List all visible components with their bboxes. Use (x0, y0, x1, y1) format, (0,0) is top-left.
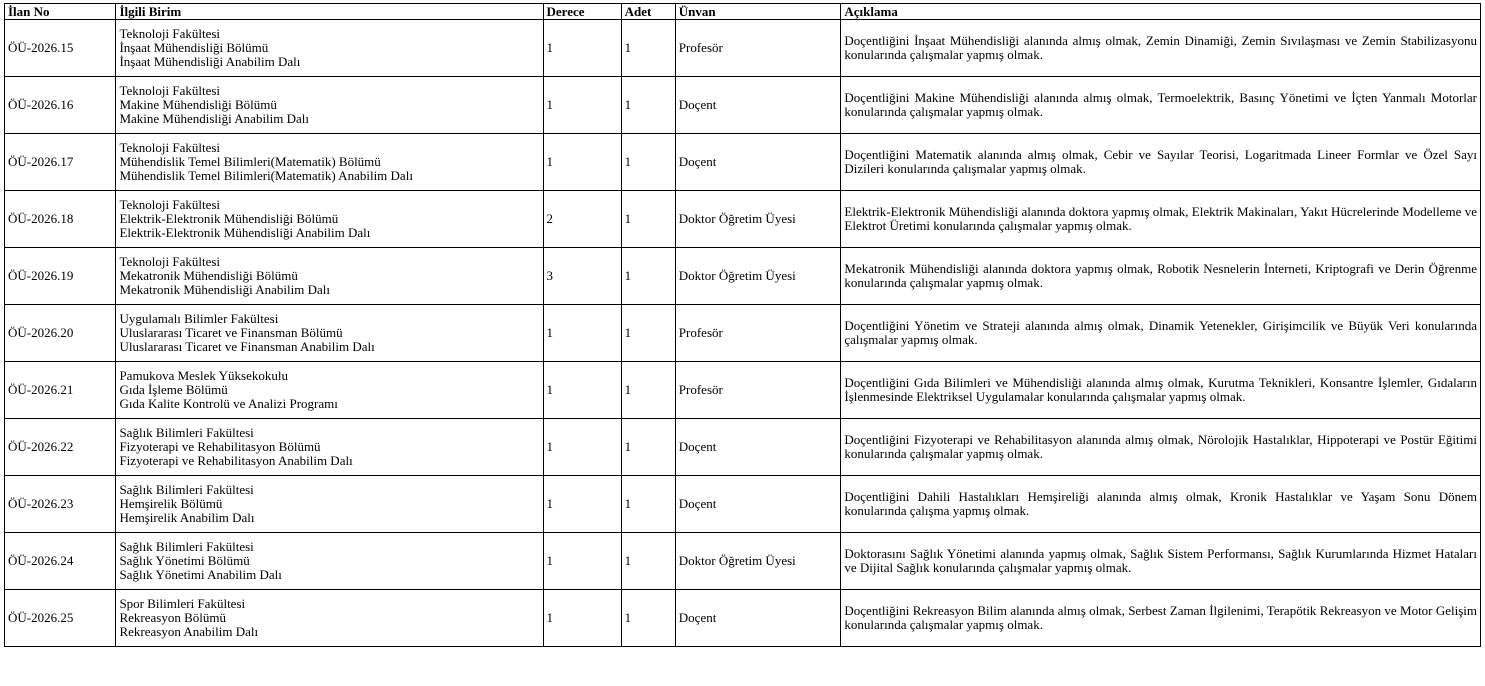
table-row (5, 533, 1481, 590)
ilgili-birim-cell (116, 305, 543, 362)
adet-cell: 1 (621, 20, 675, 77)
birim-line: Teknoloji Fakültesi (119, 26, 221, 41)
birim-line: Rekreasyon Anabilim Dalı (119, 624, 259, 639)
ilan-no-cell: ÖÜ-2026.24 (5, 533, 116, 590)
birim-line: Mühendislik Temel Bilimleri(Matematik) Anabilim Dalı (119, 168, 413, 183)
aciklama-cell: Mekatronik Mühendisliği alanında doktora yapmış olmak, Robotik Nesnelerin İnterneti, Kriptografi ve Derin Öğrenme konularında çalışmalar yapmış olmak. (841, 248, 1481, 305)
ilgili-birim-cell (116, 134, 543, 191)
ilan-no-cell: ÖÜ-2026.17 (5, 134, 116, 191)
table-row (5, 134, 1481, 191)
birim-line: Gıda İşleme Bölümü (119, 382, 228, 397)
birim-line: Fizyoterapi ve Rehabilitasyon Bölümü (119, 439, 321, 454)
announcement-table (4, 3, 1481, 647)
derece-cell: 1 (543, 476, 621, 533)
aciklama-cell: Doçentliğini Makine Mühendisliği alanında almış olmak, Termoelektrik, Basınç Yönetimi ve İçten Yanmalı Motorlar konularında çalışmalar yapmış olmak. (841, 77, 1481, 134)
header-row (5, 4, 1481, 20)
derece-cell: 1 (543, 20, 621, 77)
header-unvan: Ünvan (675, 4, 841, 20)
birim-line: Hemşirelik Bölümü (119, 496, 223, 511)
birim-line: Elektrik-Elektronik Mühendisliği Bölümü (119, 211, 339, 226)
table-row (5, 305, 1481, 362)
birim-line: Mühendislik Temel Bilimleri(Matematik) Bölümü (119, 154, 381, 169)
unvan-cell: Doktor Öğretim Üyesi (675, 191, 841, 248)
birim-line: İnşaat Mühendisliği Bölümü (119, 40, 269, 55)
birim-line: Fizyoterapi ve Rehabilitasyon Anabilim Dalı (119, 453, 353, 468)
header-aciklama: Açıklama (841, 4, 1481, 20)
birim-line: Pamukova Meslek Yüksekokulu (119, 368, 288, 383)
ilgili-birim-cell (116, 20, 543, 77)
ilan-no-cell: ÖÜ-2026.25 (5, 590, 116, 647)
ilgili-birim-cell (116, 419, 543, 476)
table-row (5, 362, 1481, 419)
birim-line: Mekatronik Mühendisliği Bölümü (119, 268, 298, 283)
adet-cell: 1 (621, 533, 675, 590)
header-ilgili-birim: İlgili Birim (116, 4, 543, 20)
header-adet: Adet (621, 4, 675, 20)
ilgili-birim-cell (116, 590, 543, 647)
birim-line: Elektrik-Elektronik Mühendisliği Anabilim Dalı (119, 225, 371, 240)
ilgili-birim-cell (116, 77, 543, 134)
ilgili-birim-cell (116, 248, 543, 305)
birim-line: Makine Mühendisliği Bölümü (119, 97, 277, 112)
unvan-cell: Doçent (675, 419, 841, 476)
table-row (5, 20, 1481, 77)
birim-line: Spor Bilimleri Fakültesi (119, 596, 246, 611)
birim-line: Mekatronik Mühendisliği Anabilim Dalı (119, 282, 330, 297)
aciklama-cell: Doçentliğini Gıda Bilimleri ve Mühendisliği alanında almış olmak, Kurutma Teknikleri, Konsantre İşlemler, Gıdaların İşlenmesinde Elektriksel Uygulamalar konularında çalışmalar yapmış olmak. (841, 362, 1481, 419)
adet-cell: 1 (621, 305, 675, 362)
birim-line: İnşaat Mühendisliği Anabilim Dalı (119, 54, 301, 69)
adet-cell: 1 (621, 77, 675, 134)
ilgili-birim-cell (116, 191, 543, 248)
derece-cell: 1 (543, 419, 621, 476)
header-ilan-no: İlan No (5, 4, 116, 20)
aciklama-cell: Elektrik-Elektronik Mühendisliği alanında doktora yapmış olmak, Elektrik Makinaları, Yakıt Hücrelerinde Modelleme ve Elektrot Üretimi konularında çalışmalar yapmış olmak. (841, 191, 1481, 248)
unvan-cell: Doçent (675, 590, 841, 647)
birim-line: Makine Mühendisliği Anabilim Dalı (119, 111, 310, 126)
table-row (5, 191, 1481, 248)
unvan-cell: Profesör (675, 305, 841, 362)
adet-cell: 1 (621, 476, 675, 533)
unvan-cell: Doktor Öğretim Üyesi (675, 533, 841, 590)
birim-line: Uluslararası Ticaret ve Finansman Bölümü (119, 325, 343, 340)
birim-line: Sağlık Bilimleri Fakültesi (119, 539, 254, 554)
ilan-no-cell: ÖÜ-2026.18 (5, 191, 116, 248)
unvan-cell: Doçent (675, 134, 841, 191)
birim-line: Sağlık Yönetimi Anabilim Dalı (119, 567, 282, 582)
birim-line: Sağlık Bilimleri Fakültesi (119, 482, 254, 497)
birim-line: Teknoloji Fakültesi (119, 140, 221, 155)
unvan-cell: Profesör (675, 362, 841, 419)
table-row (5, 248, 1481, 305)
birim-line: Sağlık Yönetimi Bölümü (119, 553, 250, 568)
birim-line: Uluslararası Ticaret ve Finansman Anabilim Dalı (119, 339, 375, 354)
derece-cell: 1 (543, 77, 621, 134)
unvan-cell: Doçent (675, 476, 841, 533)
ilgili-birim-cell (116, 533, 543, 590)
adet-cell: 1 (621, 590, 675, 647)
unvan-cell: Doçent (675, 77, 841, 134)
adet-cell: 1 (621, 362, 675, 419)
ilan-no-cell: ÖÜ-2026.15 (5, 20, 116, 77)
table-row (5, 590, 1481, 647)
ilan-no-cell: ÖÜ-2026.20 (5, 305, 116, 362)
birim-line: Teknoloji Fakültesi (119, 254, 221, 269)
ilan-no-cell: ÖÜ-2026.23 (5, 476, 116, 533)
unvan-cell: Profesör (675, 20, 841, 77)
aciklama-cell: Doktorasını Sağlık Yönetimi alanında yapmış olmak, Sağlık Sistem Performansı, Sağlık Kurumlarında Hizmet Hataları ve Dijital Sağlık konularında çalışmalar yapmış olmak. (841, 533, 1481, 590)
derece-cell: 2 (543, 191, 621, 248)
derece-cell: 1 (543, 533, 621, 590)
ilan-no-cell: ÖÜ-2026.19 (5, 248, 116, 305)
adet-cell: 1 (621, 134, 675, 191)
unvan-cell: Doktor Öğretim Üyesi (675, 248, 841, 305)
aciklama-cell: Doçentliğini Yönetim ve Strateji alanında almış olmak, Dinamik Yetenekler, Girişimcilik ve Büyük Veri konularında çalışmalar yapmış olmak. (841, 305, 1481, 362)
derece-cell: 1 (543, 590, 621, 647)
ilgili-birim-cell (116, 362, 543, 419)
aciklama-cell: Doçentliğini İnşaat Mühendisliği alanında almış olmak, Zemin Dinamiği, Zemin Sıvılaşması ve Zemin Stabilizasyonu konularında çalışmalar yapmış olmak. (841, 20, 1481, 77)
birim-line: Gıda Kalite Kontrolü ve Analizi Programı (119, 396, 338, 411)
birim-line: Rekreasyon Bölümü (119, 610, 226, 625)
ilgili-birim-cell (116, 476, 543, 533)
birim-line: Uygulamalı Bilimler Fakültesi (119, 311, 279, 326)
birim-line: Sağlık Bilimleri Fakültesi (119, 425, 254, 440)
ilan-no-cell: ÖÜ-2026.22 (5, 419, 116, 476)
adet-cell: 1 (621, 191, 675, 248)
aciklama-cell: Doçentliğini Matematik alanında almış olmak, Cebir ve Sayılar Teorisi, Logaritmada Lineer Formlar ve Özel Sayı Dizileri konularında çalışmalar yapmış olmak. (841, 134, 1481, 191)
header-derece: Derece (543, 4, 621, 20)
aciklama-cell: Doçentliğini Dahili Hastalıkları Hemşireliği alanında almış olmak, Kronik Hastalıklar ve Yaşam Sonu Dönem konularında çalışma yapmış olmak. (841, 476, 1481, 533)
adet-cell: 1 (621, 248, 675, 305)
birim-line: Hemşirelik Anabilim Dalı (119, 510, 255, 525)
birim-line: Teknoloji Fakültesi (119, 83, 221, 98)
derece-cell: 1 (543, 362, 621, 419)
table-row (5, 476, 1481, 533)
ilan-no-cell: ÖÜ-2026.21 (5, 362, 116, 419)
ilan-no-cell: ÖÜ-2026.16 (5, 77, 116, 134)
aciklama-cell: Doçentliğini Fizyoterapi ve Rehabilitasyon alanında almış olmak, Nörolojik Hastalıklar, Hippoterapi ve Postür Eğitimi konularında çalışmalar yapmış olmak. (841, 419, 1481, 476)
adet-cell: 1 (621, 419, 675, 476)
derece-cell: 1 (543, 134, 621, 191)
birim-line: Teknoloji Fakültesi (119, 197, 221, 212)
aciklama-cell: Doçentliğini Rekreasyon Bilim alanında almış olmak, Serbest Zaman İlgilenimi, Terapötik Rekreasyon ve Motor Gelişim konularında çalışmalar yapmış olmak. (841, 590, 1481, 647)
table-row (5, 77, 1481, 134)
derece-cell: 1 (543, 305, 621, 362)
table-row (5, 419, 1481, 476)
derece-cell: 3 (543, 248, 621, 305)
